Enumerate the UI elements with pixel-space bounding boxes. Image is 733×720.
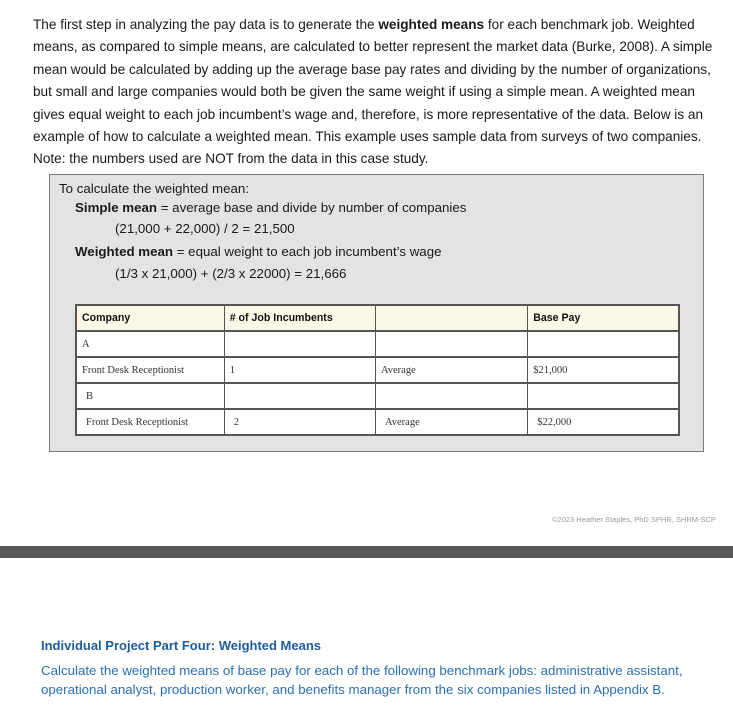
header-base-pay: Base Pay — [528, 305, 679, 331]
simple-mean-formula: (21,000 + 22,000) / 2 = 21,500 — [115, 221, 295, 236]
table-row — [76, 409, 679, 435]
table-cell: Front Desk Receptionist — [76, 409, 224, 435]
example-heading: To calculate the weighted mean: — [59, 181, 249, 196]
table-cell — [224, 331, 375, 357]
copyright-credit: ©2023 Heather Staples, PhD SPHR, SHRM-SCP — [552, 515, 716, 524]
project-instructions: Calculate the weighted means of base pay for each of the following benchmark jobs: administrative assistant, operational analyst, production worker, and benefits manager from the six companies listed in Appendix B. — [41, 663, 683, 697]
simple-mean-description: = average base and divide by number of companies — [157, 200, 467, 215]
table-cell — [375, 331, 527, 357]
table-cell: Front Desk Receptionist — [76, 357, 224, 383]
simple-mean-line — [75, 200, 466, 215]
table-cell: Average — [375, 357, 527, 383]
intro-text-start: The first step in analyzing the pay data is to generate the — [33, 17, 379, 32]
table-cell: A — [76, 331, 224, 357]
intro-bold-term: weighted means — [378, 17, 485, 32]
weighted-mean-formula: (1/3 x 21,000) + (2/3 x 22000) = 21,666 — [115, 266, 347, 281]
table-cell: 1 — [224, 357, 375, 383]
header-company: Company — [76, 305, 224, 331]
weighted-mean-example-box — [49, 174, 704, 452]
weighted-mean-line — [75, 244, 442, 259]
section-divider-bar — [0, 546, 733, 558]
table-cell — [224, 383, 375, 409]
table-cell: B — [76, 383, 224, 409]
table-cell — [528, 331, 679, 357]
table-cell — [375, 383, 527, 409]
table-header-row — [76, 305, 679, 331]
intro-text-rest: for each benchmark job. Weighted means, as compared to simple means, are calculated to better represent the market data (Burke, 2008). A simple mean would be calculated by adding up the average base pay rates and dividing by the number of organizations, but small and large companies would both be given the same weight if using a simple mean. A weighted mean gives equal weight to each job incumbent’s wage and, therefore, is more representative of the data. Below is an example of how to calculate a weighted mean. This example uses sample data from surveys of two companies. Note: the numbers used are NOT from the data in this case study. — [33, 17, 713, 167]
sample-data-table — [75, 304, 680, 436]
table-row — [76, 383, 679, 409]
weighted-mean-description: = equal weight to each job incumbent’s wage — [173, 244, 442, 259]
table-cell: Average — [375, 409, 527, 435]
table-row — [76, 331, 679, 357]
table-row — [76, 357, 679, 383]
header-blank — [375, 305, 527, 331]
table-cell — [528, 383, 679, 409]
table-cell: 2 — [224, 409, 375, 435]
weighted-mean-label: Weighted mean — [75, 244, 174, 259]
intro-paragraph — [33, 14, 723, 171]
header-incumbents: # of Job Incumbents — [224, 305, 375, 331]
table-cell: $21,000 — [528, 357, 679, 383]
project-title: Individual Project Part Four: Weighted Means — [41, 638, 322, 653]
table-cell: $22,000 — [528, 409, 679, 435]
simple-mean-label: Simple mean — [75, 200, 158, 215]
